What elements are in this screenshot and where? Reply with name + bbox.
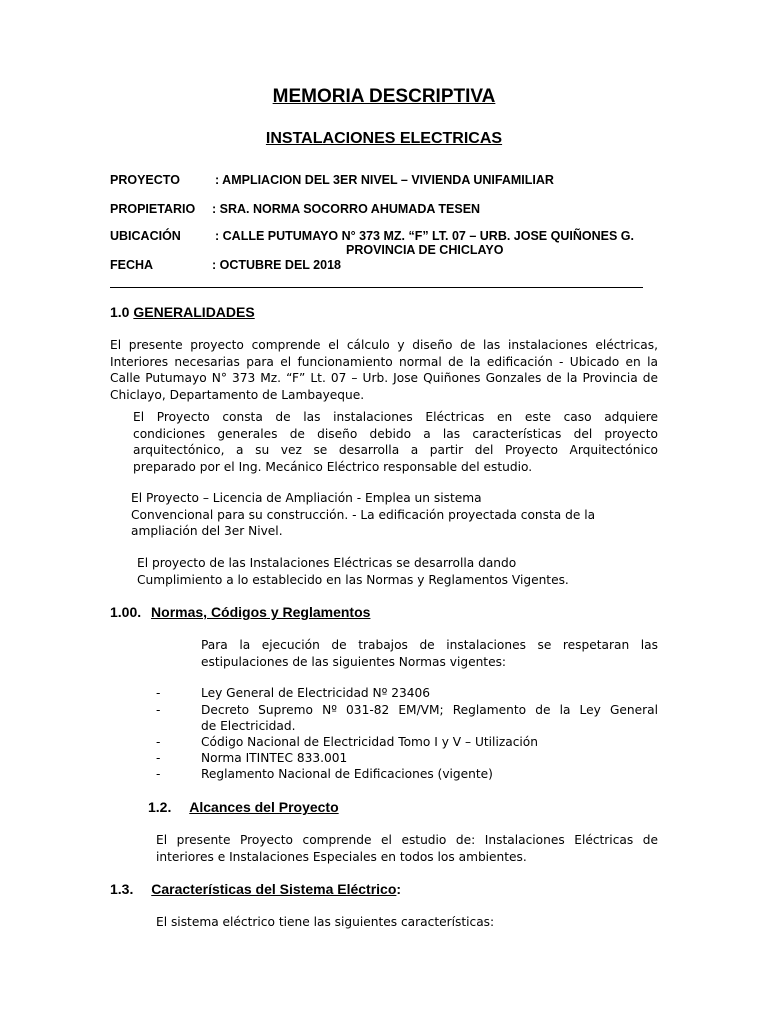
list-item: Norma ITINTEC 833.001 xyxy=(201,751,348,765)
section-alcances-heading xyxy=(148,799,339,815)
list-bullet: - xyxy=(156,703,161,717)
section-number: 1.2. xyxy=(148,799,172,815)
text-line: El presente proyecto comprende el cálculo y diseño de las instalaciones eléctricas, xyxy=(110,338,658,352)
proyecto-label: PROYECTO xyxy=(110,173,180,187)
text-line: condiciones generales de diseño debido a las características del proyecto xyxy=(133,426,658,441)
list-item: Decreto Supremo Nº 031-82 EM/VM; Reglamento de la Ley General xyxy=(201,703,658,717)
text-line: Calle Putumayo N° 373 Mz. “F” Lt. 07 – Urb. Jose Quiñones Gonzales de la Provincia de xyxy=(110,371,658,385)
list-item: Reglamento Nacional de Edificaciones (vigente) xyxy=(201,767,493,781)
text-line: arquitectónico, a su vez se desarrolla a partir del Proyecto Arquitectónico xyxy=(133,443,658,457)
section-title-colon: : xyxy=(396,881,402,897)
generalidades-paragraph-3 xyxy=(131,490,651,540)
text-line: Cumplimiento a lo establecido en las Normas y Reglamentos Vigentes. xyxy=(137,572,569,587)
text-line: Chiclayo, Departamento de Lambayeque. xyxy=(110,387,365,402)
section-generalidades-heading xyxy=(110,304,255,320)
caracteristicas-paragraph xyxy=(156,914,658,931)
ubicacion-value-line2: PROVINCIA DE CHICLAYO xyxy=(346,243,504,257)
generalidades-paragraph-1 xyxy=(110,337,658,403)
propietario-label: PROPIETARIO xyxy=(110,202,196,216)
section-title: Alcances del Proyecto xyxy=(189,799,339,815)
section-normas-heading xyxy=(110,604,370,620)
list-bullet: - xyxy=(156,767,161,781)
section-title: Normas, Códigos y Reglamentos xyxy=(151,604,371,620)
section-number: 1.00. xyxy=(110,604,142,620)
list-bullet: - xyxy=(156,751,161,765)
text-line: El proyecto de las Instalaciones Eléctricas se desarrolla dando xyxy=(137,556,517,570)
section-caracteristicas-heading xyxy=(110,881,401,897)
text-line: El presente Proyecto comprende el estudio de: Instalaciones Eléctricas de xyxy=(156,833,658,847)
ubicacion-value-line1: : CALLE PUTUMAYO N° 373 MZ. “F” LT. 07 – URB. JOSE QUIÑONES G. xyxy=(215,229,634,243)
proyecto-value: : AMPLIACION DEL 3ER NIVEL – VIVIENDA UNIFAMILIAR xyxy=(215,173,554,187)
section-title: GENERALIDADES xyxy=(133,304,255,320)
fecha-label: FECHA xyxy=(110,258,154,272)
text-line: Para la ejecución de trabajos de instalaciones se respetaran las xyxy=(201,638,658,652)
list-item: Ley General de Electricidad Nº 23406 xyxy=(201,686,431,700)
text-line: preparado por el Ing. Mecánico Eléctrico responsable del estudio. xyxy=(133,459,533,474)
fecha-value: : OCTUBRE DEL 2018 xyxy=(212,258,341,272)
section-number: 1.0 xyxy=(110,304,134,320)
ubicacion-label: UBICACIÓN xyxy=(110,229,181,243)
text-line: Convencional para su construcción. - La edificación proyectada consta de la xyxy=(131,507,596,522)
text-line: El Proyecto – Licencia de Ampliación - Emplea un sistema xyxy=(131,491,482,505)
list-item: Código Nacional de Electricidad Tomo I y V – Utilización xyxy=(201,735,538,749)
generalidades-paragraph-4 xyxy=(137,555,657,588)
text-line: El Proyecto consta de las instalaciones Eléctricas en este caso adquiere xyxy=(133,410,658,424)
normas-intro xyxy=(201,637,658,670)
list-item-continuation: de Electricidad. xyxy=(201,719,296,733)
text-line: ampliación del 3er Nivel. xyxy=(131,524,283,538)
header-divider xyxy=(110,287,643,288)
text-line: Interiores necesarias para el funcionamiento normal de la edificación - Ubicado en la xyxy=(110,354,658,369)
text-line: estipulaciones de las siguientes Normas vigentes: xyxy=(201,654,507,669)
document-title: MEMORIA DESCRIPTIVA xyxy=(272,86,496,107)
generalidades-paragraph-2 xyxy=(133,409,658,475)
text-line: interiores e Instalaciones Especiales en todos los ambientes. xyxy=(156,849,527,864)
list-bullet: - xyxy=(156,735,161,749)
document-subtitle: INSTALACIONES ELECTRICAS xyxy=(265,130,503,147)
section-title: Características del Sistema Eléctrico xyxy=(151,881,397,897)
list-bullet: - xyxy=(156,686,161,700)
alcances-paragraph xyxy=(156,832,658,865)
propietario-value: : SRA. NORMA SOCORRO AHUMADA TESEN xyxy=(212,202,481,216)
section-number: 1.3. xyxy=(110,881,134,897)
text-line: El sistema eléctrico tiene las siguientes características: xyxy=(156,915,495,929)
